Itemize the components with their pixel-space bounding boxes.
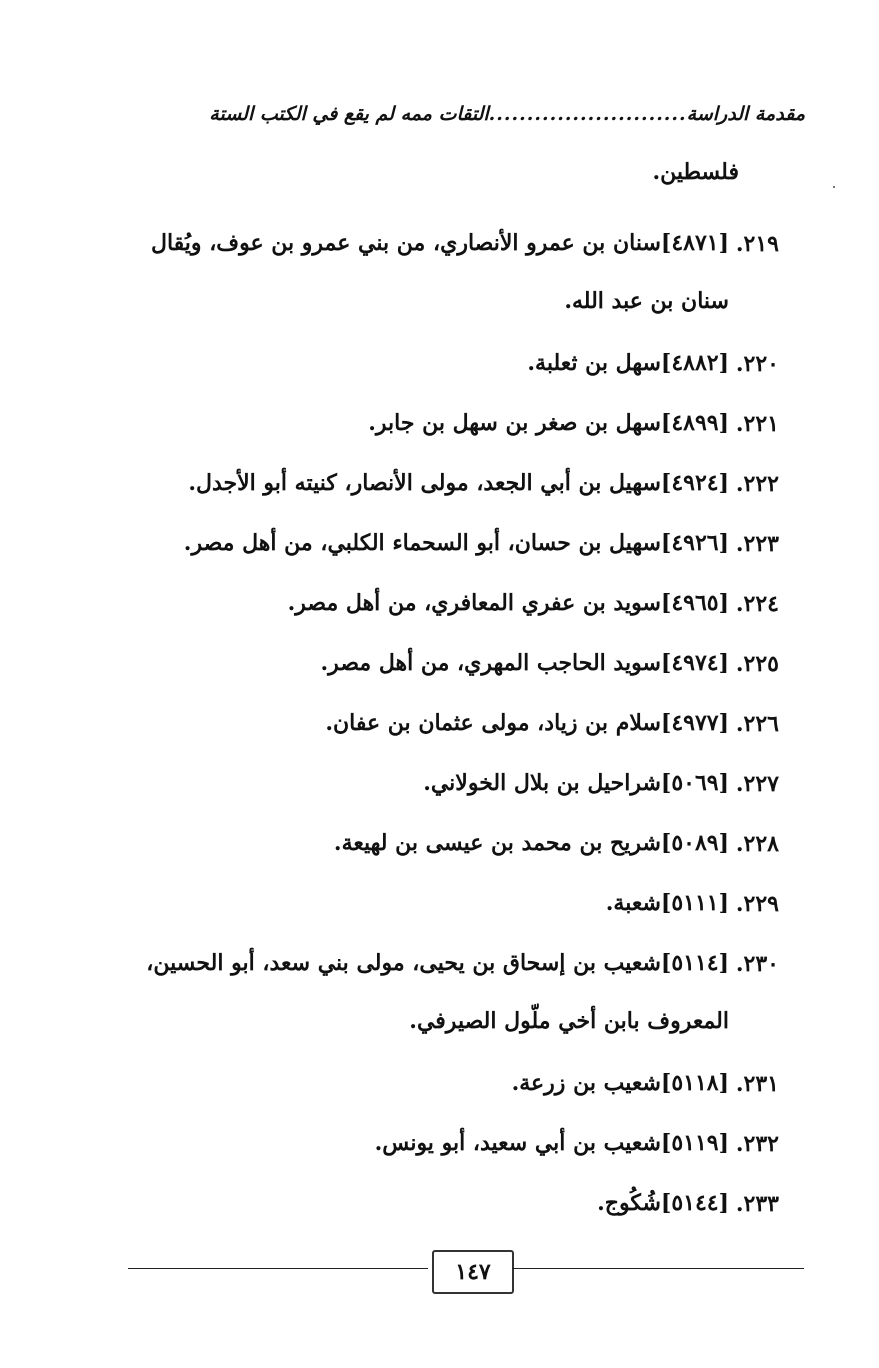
- entry-number: ٢٢٩.: [735, 891, 779, 917]
- list-item: [130, 334, 779, 394]
- entry-text: [٥٠٨٩]شريح بن محمد بن عيسى بن لهيعة.: [333, 830, 729, 856]
- entry-number: ٢٣٠.: [735, 951, 779, 977]
- entry-number: ٢٣١.: [735, 1071, 779, 1097]
- footer-rule-left: [128, 1268, 428, 1269]
- header-chapter-title: التقات ممه لم يقع في الكتب الستة: [209, 103, 489, 125]
- list-item: [130, 694, 779, 754]
- list-item: [130, 634, 779, 694]
- entry-number: ٢٢٥.: [735, 651, 779, 677]
- entry-number: ٢٢٧.: [735, 771, 779, 797]
- entry-text: [٤٩٢٦]سهيل بن حسان، أبو السحماء الكلبي، من أهل مصر.: [183, 530, 729, 556]
- entry-number: ٢٢١.: [735, 411, 779, 437]
- footer-rule-right: [512, 1268, 804, 1269]
- list-item: [130, 1174, 779, 1234]
- entry-text: [٥١١٩]شعيب بن أبي سعيد، أبو يونس.: [374, 1130, 729, 1156]
- list-item: [130, 514, 779, 574]
- list-item: [130, 754, 779, 814]
- list-item: [130, 1114, 779, 1174]
- entry-text: [٥١١٨]شعيب بن زرعة.: [511, 1070, 729, 1096]
- entry-text: [٥١١٤]شعيب بن إسحاق بن يحيى، مولى بني سعد، أبو الحسين، المعروف بابن أخي ملّول الصيرفي.: [146, 950, 729, 1034]
- entry-number: ٢٢٣.: [735, 531, 779, 557]
- entry-number: ٢٢٦.: [735, 711, 779, 737]
- list-item: [130, 394, 779, 454]
- entry-text: [٥١١١]شعبة.: [605, 890, 729, 916]
- entry-text: [٤٨٨٢]سهل بن ثعلبة.: [527, 350, 729, 376]
- continued-text: فلسطين.: [652, 159, 739, 185]
- entry-text: [٤٩٦٥]سويد بن عفري المعافري، من أهل مصر.: [287, 590, 729, 616]
- scan-speck: [833, 186, 835, 188]
- entry-text: [٤٩٧٤]سويد الحاجب المهري، من أهل مصر.: [320, 650, 729, 676]
- entry-number: ٢٢٤.: [735, 591, 779, 617]
- entry-number: ٢٢٢.: [735, 471, 779, 497]
- entry-text: [٥١٤٤]شُكُوج.: [597, 1190, 729, 1216]
- entry-number: ٢٢٨.: [735, 831, 779, 857]
- list-item: [130, 454, 779, 514]
- entry-text: [٤٨٩٩]سهل بن صغر بن سهل بن جابر.: [368, 410, 729, 436]
- entry-text: [٤٨٧١]سنان بن عمرو الأنصاري، من بني عمرو بن عوف، ويُقال سنان بن عبد الله.: [150, 230, 729, 314]
- list-item: [130, 214, 779, 334]
- entry-list: [130, 150, 779, 1234]
- entry-text: [٤٩٢٤]سهيل بن أبي الجعد، مولى الأنصار، كنيته أبو الأجدل.: [188, 470, 729, 496]
- list-item: [130, 874, 779, 934]
- header-dots: ..........................: [488, 103, 687, 125]
- page-number: ١٤٧: [432, 1250, 514, 1294]
- entry-number: ٢١٩.: [735, 231, 779, 257]
- entry-number: ٢٢٠.: [735, 351, 779, 377]
- running-header: [160, 96, 805, 132]
- list-item: [130, 574, 779, 634]
- list-item: [130, 814, 779, 874]
- header-section-title: مقدمة الدراسة: [686, 103, 805, 125]
- entry-number: ٢٣٢.: [735, 1131, 779, 1157]
- list-item: [130, 1054, 779, 1114]
- entry-text: [٤٩٧٧]سلام بن زياد، مولى عثمان بن عفان.: [325, 710, 729, 736]
- list-item: [130, 934, 779, 1054]
- entry-number: ٢٣٣.: [735, 1191, 779, 1217]
- entry-text: [٥٠٦٩]شراحيل بن بلال الخولاني.: [423, 770, 729, 796]
